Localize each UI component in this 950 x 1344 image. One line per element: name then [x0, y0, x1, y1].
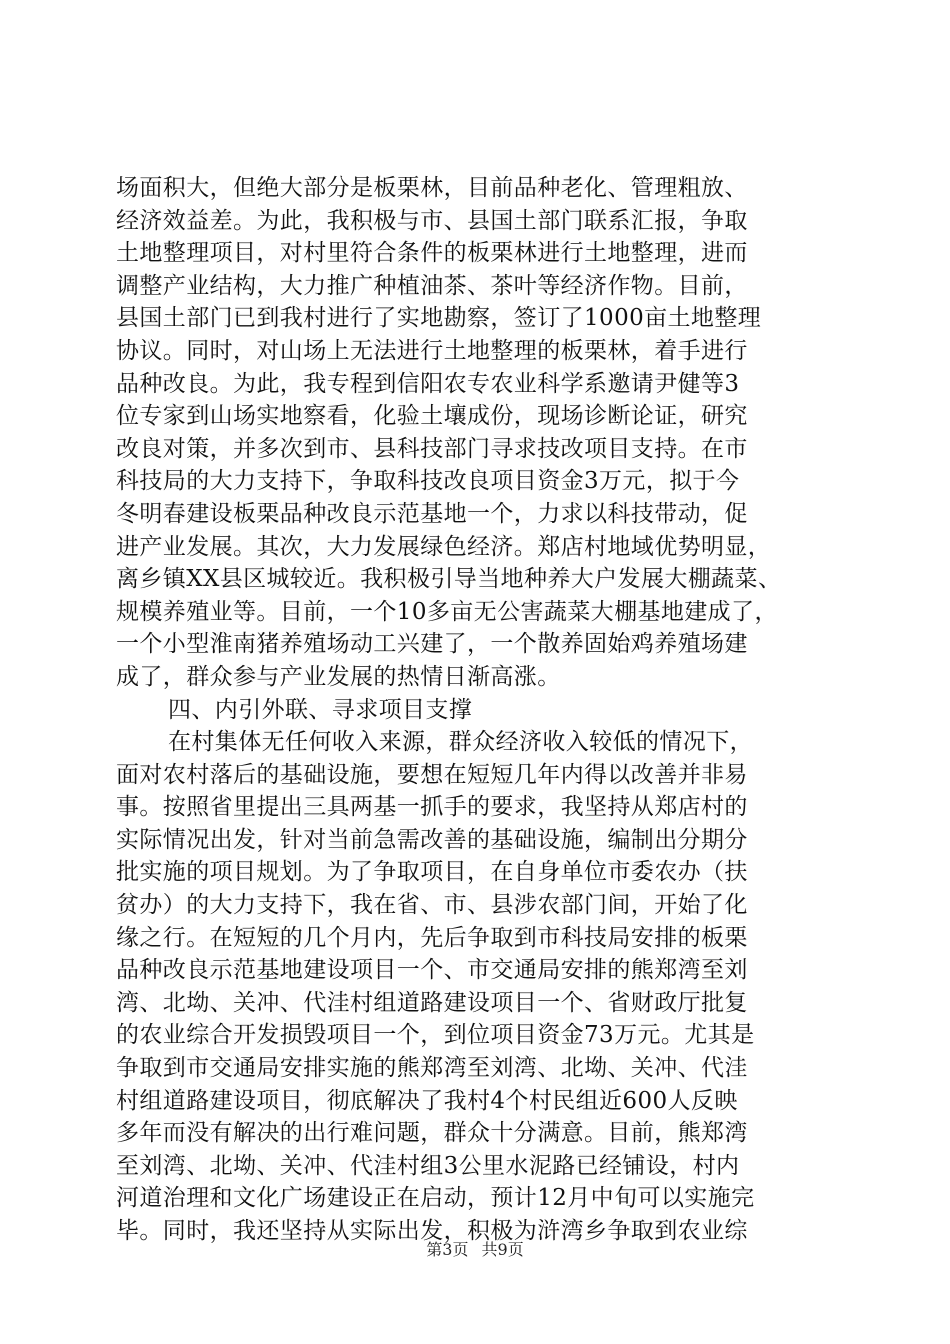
paragraph-first-line: 在村集体无任何收入来源，群众经济收入较低的情况下，: [168, 729, 753, 756]
page-total: 共9页: [481, 1240, 524, 1259]
document-body: [116, 172, 836, 1248]
text-line: 事。按照省里提出三具两基一抓手的要求，我坚持从郑店村的: [116, 794, 748, 821]
text-line: 改良对策，并多次到市、县科技部门寻求技改项目支持。在市: [116, 435, 748, 462]
text-line: 贫办）的大力支持下，我在省、市、县涉农部门间，开始了化: [116, 892, 748, 919]
text-line: 离乡镇XX县区城较近。我积极引导当地种养大户发展大棚蔬菜、: [116, 566, 782, 593]
text-line: 县国土部门已到我村进行了实地勘察，签订了1000亩土地整理: [116, 305, 762, 332]
section-heading: 四、内引外联、寻求项目支撑: [168, 696, 473, 723]
text-line: 协议。同时，对山场上无法进行土地整理的板栗林，着手进行: [116, 337, 748, 364]
text-line: 毕。同时，我还坚持从实际出发，积极为浒湾乡争取到农业综: [116, 1218, 748, 1244]
text-line: 科技局的大力支持下，争取科技改良项目资金3万元，拟于今: [116, 468, 740, 495]
text-line: 调整产业结构，大力推广种植油茶、茶叶等经济作物。目前，: [116, 272, 748, 299]
text-line: 村组道路建设项目，彻底解决了我村4个村民组近600人反映: [116, 1087, 738, 1114]
text-line: 品种改良。为此，我专程到信阳农专农业科学系邀请尹健等3: [116, 370, 740, 397]
text-line: 冬明春建设板栗品种改良示范基地一个，力求以科技带动，促: [116, 500, 748, 527]
text-line: 湾、北坳、关冲、代洼村组道路建设项目一个、省财政厅批复: [116, 989, 748, 1016]
text-line: 至刘湾、北坳、关冲、代洼村组3公里水泥路已经铺设，村内: [116, 1152, 740, 1179]
text-line: 河道治理和文化广场建设正在启动，预计12月中旬可以实施完: [116, 1185, 755, 1212]
text-line: 的农业综合开发损毁项目一个，到位项目资金73万元。尤其是: [116, 1022, 755, 1049]
page-footer: [0, 1240, 950, 1260]
text-line: 多年而没有解决的出行难问题，群众十分满意。目前，熊郑湾: [116, 1120, 748, 1147]
text-line: 缘之行。在短短的几个月内，先后争取到市科技局安排的板栗: [116, 924, 748, 951]
text-line: 成了，群众参与产业发展的热情日渐高涨。: [116, 663, 561, 690]
text-line: 经济效益差。为此，我积极与市、县国土部门联系汇报，争取: [116, 207, 748, 234]
text-line: 品种改良示范基地建设项目一个、市交通局安排的熊郑湾至刘: [116, 957, 748, 984]
text-line: 场面积大，但绝大部分是板栗林，目前品种老化、管理粗放、: [116, 175, 748, 201]
page-number: 第3页: [426, 1240, 469, 1259]
text-line: 位专家到山场实地察看，化验土壤成份，现场诊断论证，研究: [116, 403, 748, 430]
text-line: 面对农村落后的基础设施，要想在短短几年内得以改善并非易: [116, 761, 748, 788]
text-line: 实际情况出发，针对当前急需改善的基础设施，编制出分期分: [116, 826, 748, 853]
text-line: 批实施的项目规划。为了争取项目，在自身单位市委农办（扶: [116, 859, 748, 886]
text-line: 争取到市交通局安排实施的熊郑湾至刘湾、北坳、关冲、代洼: [116, 1055, 748, 1082]
text-line: 一个小型淮南猪养殖场动工兴建了，一个散养固始鸡养殖场建: [116, 631, 748, 658]
text-line: 规模养殖业等。目前，一个10多亩无公害蔬菜大棚基地建成了，: [116, 598, 778, 625]
text-line: 进产业发展。其次，大力发展绿色经济。郑店村地域优势明显，: [116, 533, 772, 560]
text-line: 土地整理项目，对村里符合条件的板栗林进行土地整理，进而: [116, 240, 748, 267]
